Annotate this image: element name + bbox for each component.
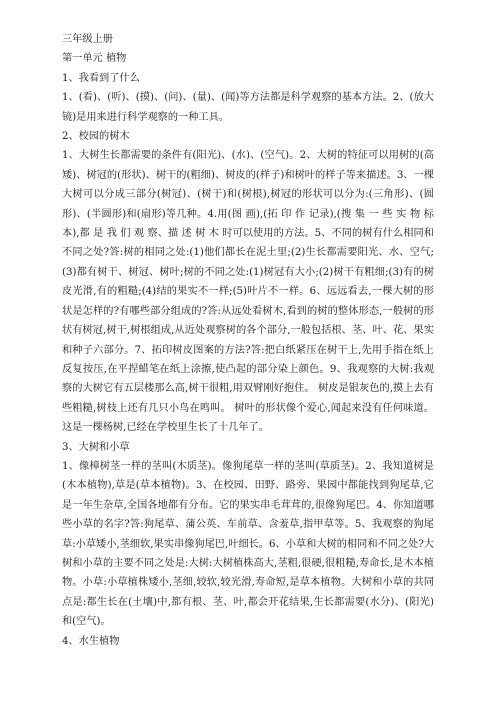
document-page (62, 30, 434, 651)
section-2-title: 2、校园的树木 (62, 131, 130, 143)
section-3-body: 1、像樟树茎一样的茎叫(木质茎)。像狗尾草一样的茎叫(草质茎)。2、我知道树是(木本植物),草是(草本植物)。3、在校园、田野、路旁、果园中都能找到狗尾草,它是一年生杂草,全国各地都有分布。它的果实串毛茸茸的,很像狗尾巴。4、你知道哪些小草的名字?答:狗尾草、蒲公英、车前草、含羞草,指甲草等。5、我观察的狗尾草:小草矮小,茎细软,果实串像狗尾巴,叶细长。6、小草和大树的相同和不同之处?大树和小草的主要不同之处是:大树:大树植株高大,茎粗,很硬,很粗糙,寿命长,是木本植物。小草:小草植株矮小,茎细,较软,较光滑,寿命短,是草本植物。大树和小草的共同点是:都生长在(土壤)中,都有根、茎、叶,都会开花结果,生长都需要(水分)、(阳光)和(空气)。 (62, 460, 434, 628)
section-3-title: 3、大树和小草 (62, 441, 130, 453)
section-1-title: 1、我看到了什么 (62, 72, 140, 84)
section-2-body: 1、大树生长都需要的条件有(阳光)、(水)、(空气)。2、大树的特征可以用树的(高矮)、树冠的(形状)、树干的(粗细)、树皮的(样子)和树叶的样子等来描述。3、一棵大树可以分成三部分(树冠)、(树干)和(树根),树冠的形状可以分为:(三角形)、(圆形)、(半圆形)和(扇形)等几种。4.用(图 画),(拓 印 作 记录),(搜 集 一 些 实 物 标 本),都 是 我 们 观 察、描 述 树 木 时可以使用的方法。5、不同的树有什么相同和不同之处?答:树的相同之处:(1)他们都长在泥土里;(2)生长都需要阳光、水、空气;(3)都有树干、树冠、树叶;树的不同之处:(1)树冠有大小;(2)树干有粗细;(3)有的树皮光滑,有的粗糙;(4)结的果实不一样;(5)叶片不一样。6、远远看去,一棵大树的形状是怎样的?有哪些部分组成的?答:从远处看树木,看到的树的整体形态,一般树的形状有树冠,树干,树根组成,从近处观察树的各个部分,一般包括根、茎、叶、花、果实和种子六部分。7、拓印树皮图案的方法?答:把白纸紧压在树干上,先用手指在纸上反复按压,在平捏蜡笔在纸上涂擦,使凸起的部分染上颜色。9、我观察的大树:我观察的大树它有五层楼那么高,树干很粗,用双臂刚好抱住。 树皮是银灰色的,摸上去有些粗糙,树枝上还有几只小鸟在鸣叫。 树叶的形状像个爱心,闻起来没有任何味道。 这是一棵杨树,已经在学校里生长了十几年了。 (62, 150, 434, 434)
unit-heading: 第一单元 植物 (62, 53, 127, 65)
section-4-title: 4、水生植物 (62, 635, 120, 647)
section-1-body: 1、(看)、(听)、(摸)、(问)、(量)、(闻)等方法都是科学观察的基本方法。2、(放大镜)是用来进行科学观察的一种工具。 (62, 92, 434, 123)
grade-heading: 三年级上册 (62, 34, 113, 45)
